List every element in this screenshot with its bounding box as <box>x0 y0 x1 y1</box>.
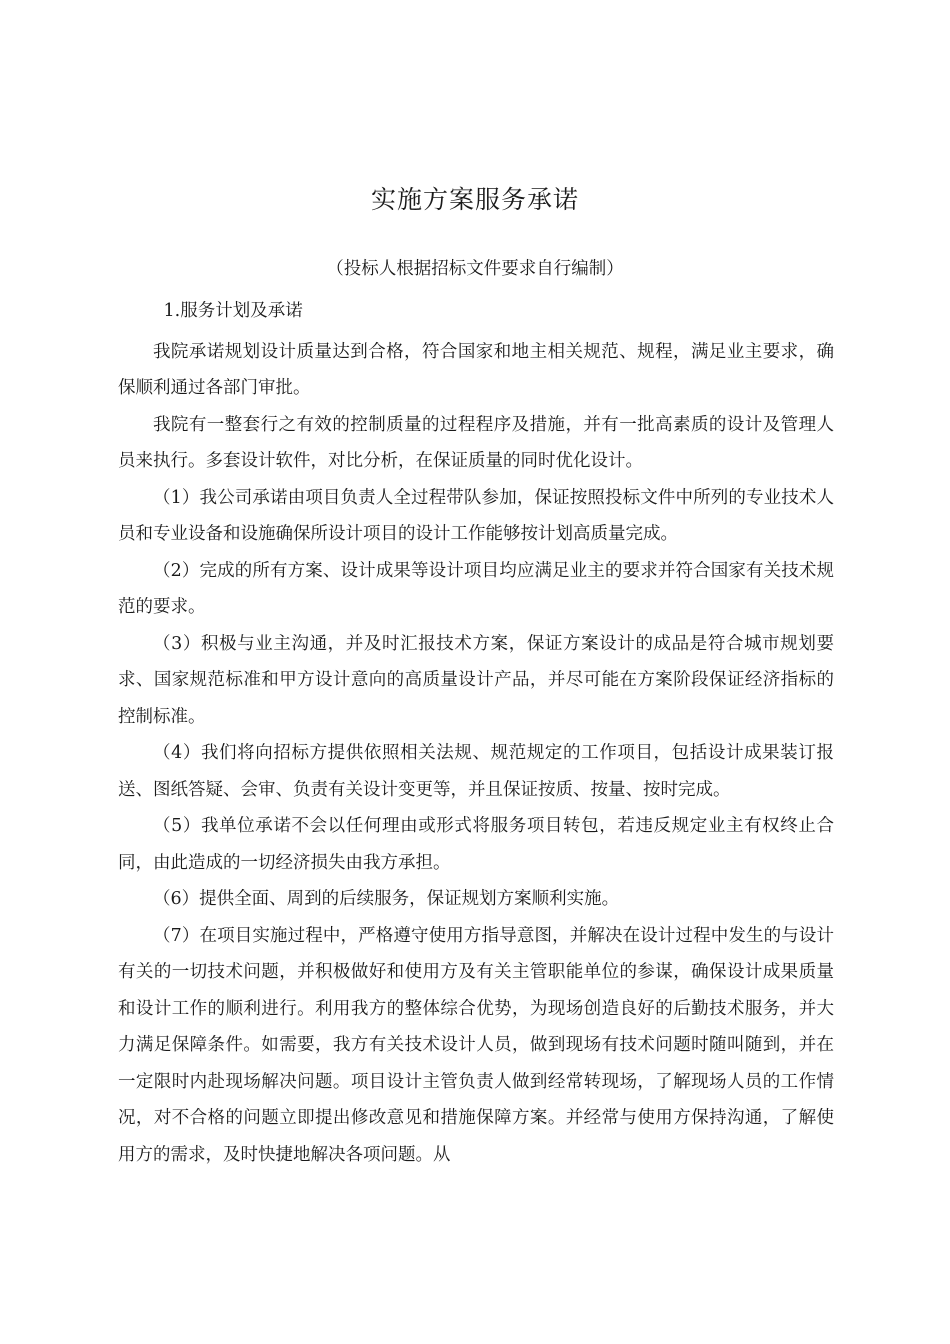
document-subtitle: （投标人根据招标文件要求自行编制） <box>326 259 624 279</box>
paragraph-item-2: （2）完成的所有方案、设计成果等设计项目均应满足业主的要求并符合国家有关技术规范的要求。 <box>118 560 834 617</box>
paragraph-item-4: （4）我们将向招标方提供依照相关法规、规范规定的工作项目，包括设计成果装订报送、图纸答疑、会审、负责有关设计变更等，并且保证按质、按量、按时完成。 <box>118 743 834 800</box>
section-heading: 1.服务计划及承诺 <box>163 301 303 321</box>
document-body <box>118 293 834 1173</box>
document-title: 实施方案服务承诺 <box>370 185 579 214</box>
paragraph-item-5: （5）我单位承诺不会以任何理由或形式将服务项目转包，若违反规定业主有权终止合同，由此造成的一切经济损失由我方承担。 <box>118 816 834 873</box>
paragraph-intro: 我院承诺规划设计质量达到合格，符合国家和地主相关规范、规程，满足业主要求，确保顺利通过各部门审批。 <box>118 341 834 398</box>
paragraph-quality-control: 我院有一整套行之有效的控制质量的过程程序及措施，并有一批高素质的设计及管理人员来执行。多套设计软件，对比分析，在保证质量的同时优化设计。 <box>118 414 834 471</box>
paragraph-item-3: （3）积极与业主沟通，并及时汇报技术方案，保证方案设计的成品是符合城市规划要求、国家规范标准和甲方设计意向的高质量设计产品，并尽可能在方案阶段保证经济指标的控制标准。 <box>118 633 834 727</box>
paragraph-item-7: （7）在项目实施过程中，严格遵守使用方指导意图，并解决在设计过程中发生的与设计有关的一切技术问题，并积极做好和使用方及有关主管职能单位的参谋，确保设计成果质量和设计工作的顺利进行。利用我方的整体综合优势，为现场创造良好的后勤技术服务，并大力满足保障条件。如需要，我方有关技术设计人员，做到现场有技术问题时随叫随到，并在一定限时内赴现场解决问题。项目设计主管负责人做到经常转现场，了解现场人员的工作情况，对不合格的问题立即提出修改意见和措施保障方案。并经常与使用方保持沟通，了解使用方的需求，及时快捷地解决各项问题。从 <box>118 925 834 1165</box>
paragraph-item-1: （1）我公司承诺由项目负责人全过程带队参加，保证按照投标文件中所列的专业技术人员和专业设备和设施确保所设计项目的设计工作能够按计划高质量完成。 <box>118 487 834 544</box>
paragraph-item-6: （6）提供全面、周到的后续服务，保证规划方案顺利实施。 <box>153 889 620 909</box>
